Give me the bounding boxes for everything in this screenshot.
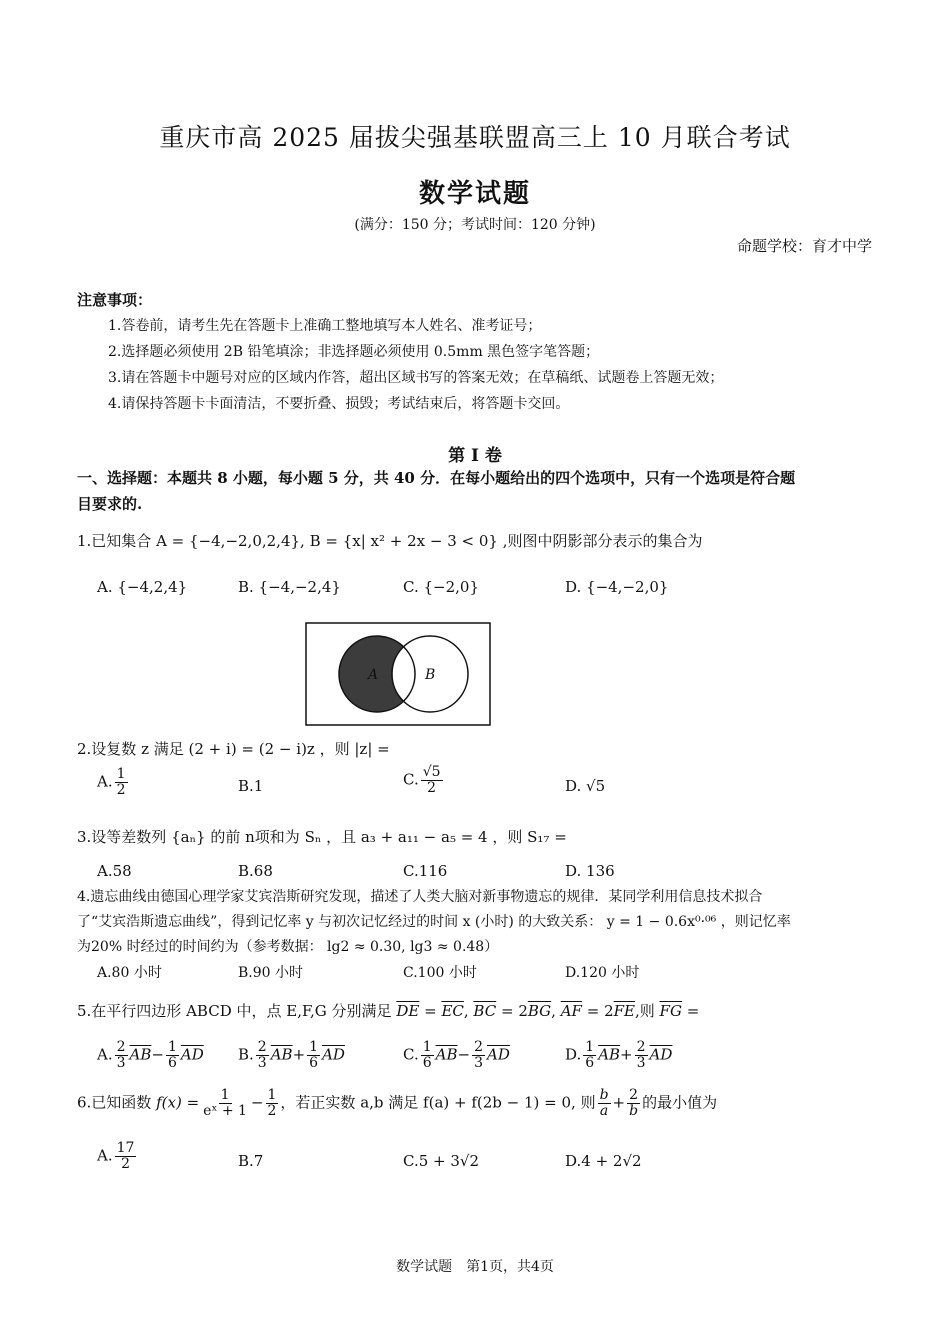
q5-option-d	[565, 1040, 672, 1071]
frac-den: b	[629, 1103, 639, 1119]
sign: −	[457, 1045, 471, 1064]
question-5: 5.在平行四边形 ABCD 中，点 E,F,G 分别满足 $\overline{DE} = \overline{EC}$, $\overline{BC} = 2\overline{BG}$, $\overline{AF} = 2\overline{FE}$,则 $\overline{FG}$ =	[77, 1002, 700, 1020]
q6-option-b: B.7	[238, 1152, 264, 1170]
frac-den: 2	[267, 1103, 277, 1119]
frac-num: 1	[167, 1039, 177, 1055]
note-item: 3.请在答题卡中题号对应的区域内作答，超出区域书写的答案无效；在草稿纸、试题卷上答题无效；	[108, 370, 724, 386]
frac-num: √5	[422, 764, 441, 780]
question-1: 1.已知集合 A = {−4,−2,0,2,4}, B = {x| x² + 2x − 3 < 0} ,则图中阴影部分表示的集合为	[77, 532, 703, 550]
vector: $\overline{EC}$	[441, 1002, 464, 1020]
q4-option-a: A.80 小时	[97, 965, 162, 981]
q3-option-a: A.58	[97, 862, 132, 880]
option-label: C.	[403, 1045, 419, 1064]
question-4-line3: 为20% 时经过的时间约为（参考数据： lg2 ≈ 0.30, lg3 ≈ 0.48）	[77, 939, 499, 955]
question-6	[77, 1088, 717, 1119]
q3-option-d: D. 136	[565, 862, 615, 880]
q6-text: 6.已知函数	[77, 1093, 152, 1112]
option-label: C.	[403, 770, 419, 789]
frac-num: 17	[116, 1140, 135, 1156]
q3-option-c: C.116	[403, 862, 448, 880]
question-2: 2.设复数 z 满足 (2 + i) = (2 − i)z ，则 |z| =	[77, 740, 390, 758]
exam-subtitle: 数学试题	[418, 179, 531, 209]
q6-option-c: C.5 + 3√2	[403, 1152, 480, 1170]
sign: +	[292, 1045, 306, 1064]
frac-num: b	[599, 1087, 609, 1103]
q1-option-a: A. {−4,2,4}	[97, 578, 188, 596]
vector: $\overline{AB}$	[598, 1045, 621, 1064]
frac-den: 3	[116, 1055, 126, 1071]
sign: −	[151, 1045, 164, 1064]
sign: +	[612, 1093, 626, 1112]
exam-school: 命题学校：育才中学	[736, 237, 872, 255]
exam-title: 重庆市高 2025 届拔尖强基联盟高三上 10 月联合考试	[159, 123, 791, 152]
note-item: 4.请保持答题卡卡面清洁，不要折叠、损毁；考试结束后，将答题卡交回。	[108, 396, 570, 412]
vector: $\overline{AB}$	[270, 1045, 293, 1064]
frac-den: 6	[167, 1055, 177, 1071]
option-label: D.	[565, 1045, 582, 1064]
frac-num: 2	[257, 1039, 267, 1055]
venn-label-b: B	[425, 667, 436, 683]
frac-num: 2	[636, 1039, 646, 1055]
frac-den: 6	[422, 1055, 432, 1071]
venn-diagram	[305, 622, 491, 726]
frac-den: 6	[309, 1055, 319, 1071]
venn-label-a: A	[368, 667, 379, 683]
vector: $\overline{BC}$	[473, 1002, 497, 1020]
vector: $\overline{AB}$	[435, 1045, 458, 1064]
q4-option-c: C.100 小时	[403, 965, 477, 981]
frac-den: 3	[474, 1055, 483, 1071]
q5-option-a	[97, 1040, 204, 1071]
frac-num: 1	[267, 1087, 277, 1103]
question-4-line2: 了“艾宾浩斯遗忘曲线”，得到记忆率 y 与初次记忆经过的时间 x (小时) 的大致关系： y = 1 − 0.6x⁰·⁰⁶ ，则记忆率	[77, 914, 791, 930]
section-heading: 一、选择题：本题共 8 小题，每小题 5 分，共 40 分．在每小题给出的四个选项中，只有一个选项是符合题	[77, 469, 796, 487]
q4-option-b: B.90 小时	[238, 965, 304, 981]
q6-option-d: D.4 + 2√2	[565, 1152, 642, 1170]
frac-den: 2	[116, 782, 126, 798]
q6-option-a	[97, 1141, 138, 1172]
frac-den: a	[599, 1103, 609, 1119]
exam-meta: (满分：150 分；考试时间：120 分钟)	[354, 217, 596, 233]
sign: +	[620, 1045, 633, 1064]
q5-text: 5.在平行四边形 ABCD 中，点 E,F,G 分别满足	[77, 1002, 392, 1020]
frac-num: 2	[116, 1039, 126, 1055]
section-heading-cont: 目要求的.	[77, 495, 143, 513]
note-item: 1.答卷前，请考生先在答题卡上准确工整地填写本人姓名、准考证号；	[108, 318, 542, 334]
option-label: A.	[97, 772, 113, 791]
frac-den: 2	[121, 1156, 130, 1172]
q5-option-c	[403, 1040, 510, 1071]
frac-den: eˣ + 1	[203, 1103, 247, 1119]
frac-den: 3	[257, 1055, 267, 1071]
q4-option-d: D.120 小时	[565, 965, 640, 981]
vector: $\overline{FE}$	[613, 1002, 635, 1020]
option-label: A.	[97, 1146, 113, 1165]
option-label: A.	[97, 1045, 113, 1064]
frac-num: 1	[116, 766, 126, 782]
coef: 2	[518, 1002, 528, 1020]
notes-heading: 注意事项：	[77, 291, 153, 309]
q3-option-b: B.68	[238, 862, 273, 880]
frac-den: 6	[585, 1055, 595, 1071]
sign: −	[250, 1093, 264, 1112]
option-label: B.	[238, 1045, 254, 1064]
part-heading: 第 I 卷	[448, 446, 502, 466]
q2-option-c	[403, 765, 445, 796]
frac-num: 2	[474, 1039, 483, 1055]
frac-num: 1	[309, 1039, 319, 1055]
q1-option-c: C. {−2,0}	[403, 578, 479, 596]
question-4-line1: 4.遗忘曲线由德国心理学家艾宾浩斯研究发现，描述了人类大脑对新事物遗忘的规律．某同学利用信息技术拟合	[77, 889, 763, 905]
q1-option-d: D. {−4,−2,0}	[565, 578, 669, 596]
vector: $\overline{FG}$	[659, 1002, 682, 1020]
q1-option-b: B. {−4,−2,4}	[238, 578, 341, 596]
frac-num: 2	[629, 1087, 639, 1103]
q6-text: ，若正实数 a,b 满足 f(a) + f(2b − 1) = 0, 则	[280, 1093, 596, 1112]
q6-function: f(x) =	[156, 1093, 200, 1112]
q2-option-a	[97, 767, 130, 798]
q2-option-b: B.1	[238, 777, 264, 795]
page-footer: 数学试题 第1页，共4页	[396, 1259, 554, 1275]
q5-option-b	[238, 1040, 345, 1071]
vector: $\overline{AD}$	[487, 1045, 510, 1064]
frac-den: 2	[427, 780, 437, 796]
vector: $\overline{DE}$	[396, 1002, 420, 1020]
note-item: 2.选择题必须使用 2B 铅笔填涂；非选择题必须使用 0.5mm 黑色签字笔答题；	[108, 344, 600, 360]
question-3: 3.设等差数列 {aₙ} 的前 n项和为 Sₙ ，且 a₃ + a₁₁ − a₅ = 4 ，则 S₁₇ =	[77, 828, 567, 846]
vector: $\overline{AD}$	[649, 1045, 673, 1064]
q5-text: ,则	[634, 1002, 655, 1020]
q6-text: 的最小值为	[642, 1093, 718, 1112]
vector: $\overline{BG}$	[527, 1002, 552, 1020]
vector: $\overline{AD}$	[322, 1045, 345, 1064]
q2-option-d: D. √5	[565, 777, 606, 795]
vector: $\overline{AF}$	[560, 1002, 582, 1020]
frac-num: 1	[585, 1039, 595, 1055]
vector: $\overline{AD}$	[180, 1045, 204, 1064]
vector: $\overline{AB}$	[129, 1045, 152, 1064]
coef: 2	[604, 1002, 614, 1020]
frac-den: 3	[636, 1055, 646, 1071]
frac-num: 1	[220, 1087, 230, 1103]
frac-num: 1	[422, 1039, 432, 1055]
